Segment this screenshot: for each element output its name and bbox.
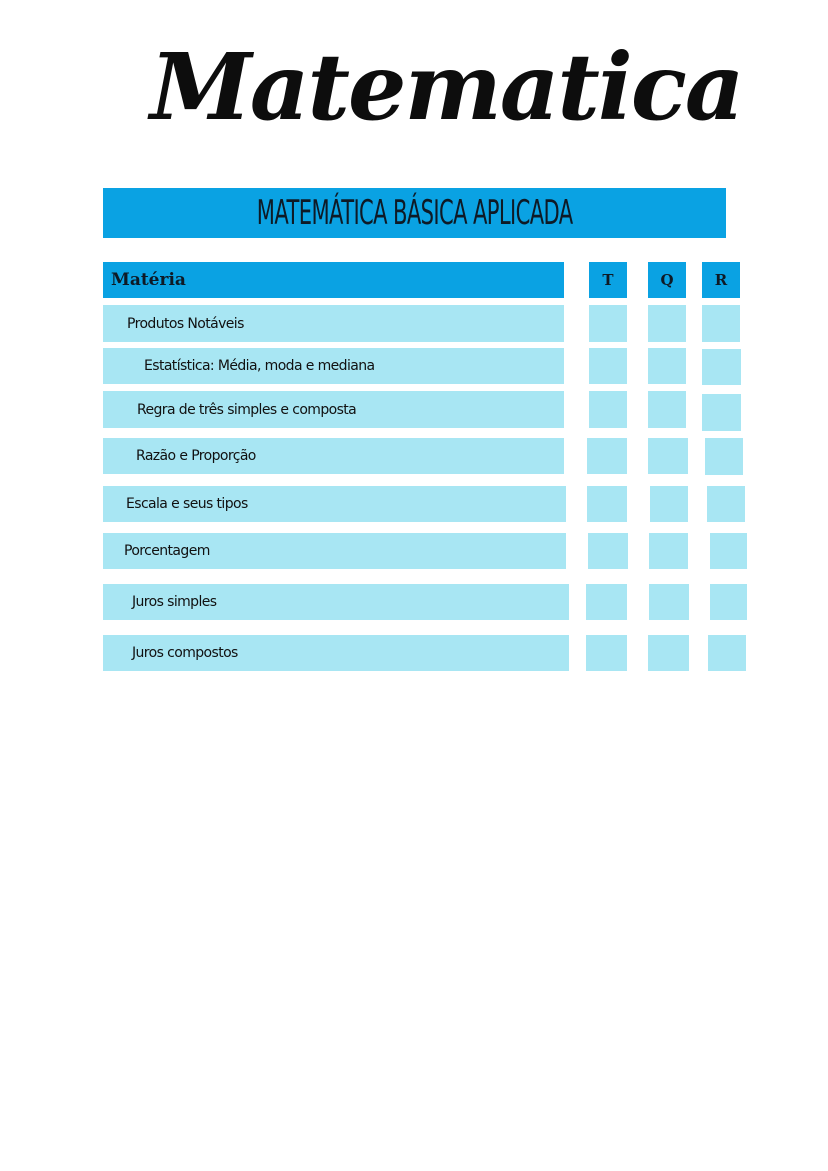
- row-label: Juros compostos: [132, 645, 238, 661]
- r-checkbox-cell[interactable]: [707, 486, 745, 522]
- row-label: Escala e seus tipos: [126, 496, 248, 512]
- table-row: [103, 348, 564, 384]
- table-row: [103, 533, 566, 569]
- q-column-header: Q: [648, 262, 686, 298]
- t-checkbox-cell[interactable]: [588, 533, 628, 569]
- section-banner: [103, 188, 726, 238]
- row-label: Regra de três simples e composta: [137, 401, 357, 418]
- r-checkbox-cell[interactable]: [702, 394, 741, 431]
- t-checkbox-cell[interactable]: [589, 305, 627, 342]
- t-checkbox-cell[interactable]: [587, 438, 627, 474]
- r-checkbox-cell[interactable]: [702, 305, 740, 342]
- table-row: [103, 486, 566, 522]
- t-checkbox-cell[interactable]: [589, 348, 627, 384]
- r-checkbox-cell[interactable]: [710, 533, 747, 569]
- t-checkbox-cell[interactable]: [589, 391, 627, 428]
- q-checkbox-cell[interactable]: [648, 635, 689, 671]
- r-checkbox-cell[interactable]: [710, 584, 747, 620]
- r-checkbox-cell[interactable]: [702, 349, 741, 385]
- table-row: [103, 584, 569, 620]
- t-checkbox-cell[interactable]: [586, 635, 627, 671]
- table-row: [103, 391, 564, 428]
- row-label: Produtos Notáveis: [127, 315, 244, 332]
- subject-header-label: Matéria: [111, 270, 186, 290]
- t-column-header: T: [589, 262, 627, 298]
- q-checkbox-cell[interactable]: [648, 305, 686, 342]
- r-checkbox-cell[interactable]: [708, 635, 746, 671]
- q-checkbox-cell[interactable]: [649, 533, 688, 569]
- t-checkbox-cell[interactable]: [586, 584, 627, 620]
- r-column-header: R: [702, 262, 740, 298]
- q-checkbox-cell[interactable]: [649, 584, 689, 620]
- q-checkbox-cell[interactable]: [650, 486, 688, 522]
- subject-column-header: [103, 262, 564, 298]
- t-checkbox-cell[interactable]: [587, 486, 627, 522]
- table-row: [103, 438, 564, 474]
- section-banner-text: MATEMÁTICA BÁSICA APLICADA: [256, 193, 573, 233]
- page-title: Matematica: [150, 33, 743, 141]
- q-checkbox-cell[interactable]: [648, 391, 686, 428]
- row-label: Razão e Proporção: [136, 448, 256, 464]
- table-row: [103, 635, 569, 671]
- row-label: Estatística: Média, moda e mediana: [144, 358, 375, 374]
- table-row: [103, 305, 564, 342]
- q-checkbox-cell[interactable]: [648, 438, 688, 474]
- row-label: Porcentagem: [124, 543, 210, 559]
- row-label: Juros simples: [132, 594, 217, 610]
- r-checkbox-cell[interactable]: [705, 438, 743, 475]
- q-checkbox-cell[interactable]: [648, 348, 686, 384]
